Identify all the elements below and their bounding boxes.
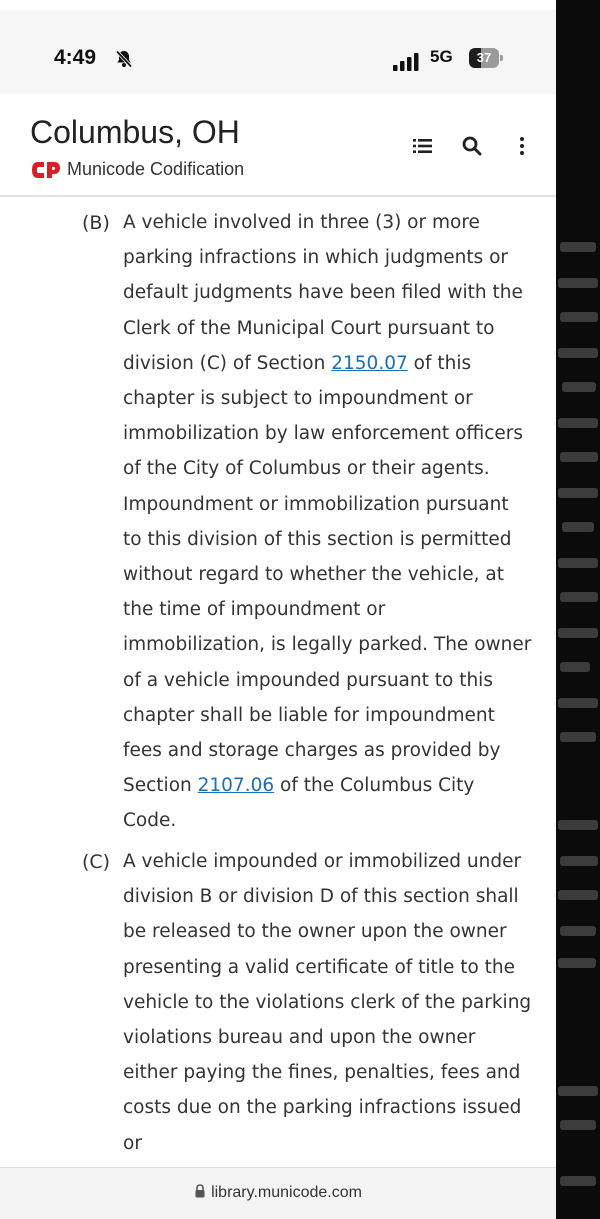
- bell-slash-icon: [114, 49, 134, 69]
- paragraph-text: [123, 205, 533, 839]
- section-link-2150-07[interactable]: 2150.07: [331, 352, 408, 374]
- blurred-text-fragments: [556, 230, 600, 1219]
- paragraph-text-part: of this chapter is subject to impoundment or immobilization by law enforcement officers of the City of Columbus or their agents. Impoundment or immobilization pursuant to this division of this section is permitted without regard to whether the vehicle, at the time of impoundment or immobilization, is legally parked. The owner of a vehicle impounded pursuant to this chapter shall be liable for impoundment fees and storage charges as provided by Section: [123, 352, 532, 797]
- network-type: 5G: [430, 47, 453, 66]
- background-page-edge: [556, 230, 600, 1219]
- paragraph-marker: (B): [82, 212, 110, 234]
- search-icon[interactable]: [460, 134, 484, 158]
- paragraph-text: A vehicle impounded or immobilized under division B or division D of this section shall be released to the owner upon the owner presenting a valid certificate of title to the vehicle to the violations clerk of the parking violations bureau and upon the owner either paying the fines, penalties, fees and costs due on the parking infractions issued or: [123, 851, 532, 1154]
- paragraph-marker: (C): [82, 851, 111, 873]
- code-content: [0, 197, 556, 1167]
- site-header: [0, 94, 556, 197]
- paragraph-text-part: of the Columbus City Code.: [123, 775, 475, 832]
- paragraph-text-part: A vehicle involved in three (3) or more parking infractions in which judgments or default judgments have been filed with the Clerk of the Municipal Court pursuant to division (C) of Section: [123, 212, 523, 374]
- list-icon[interactable]: [411, 134, 435, 158]
- battery-icon: [469, 48, 503, 68]
- municode-logo-icon: [31, 161, 61, 179]
- section-link-2107-06[interactable]: 2107.06: [197, 775, 275, 797]
- status-bar: [0, 10, 556, 94]
- address-bar[interactable]: [0, 1167, 556, 1219]
- url-text: library.municode.com: [211, 1184, 362, 1201]
- battery-level: 37: [476, 50, 492, 65]
- brand-name: Municode Codification: [67, 159, 245, 179]
- signal-icon: [393, 52, 421, 72]
- page-title[interactable]: Columbus, OH: [30, 114, 240, 150]
- lock-icon: [194, 1184, 206, 1198]
- more-vertical-icon[interactable]: [510, 134, 534, 158]
- status-time: 4:49: [54, 46, 97, 69]
